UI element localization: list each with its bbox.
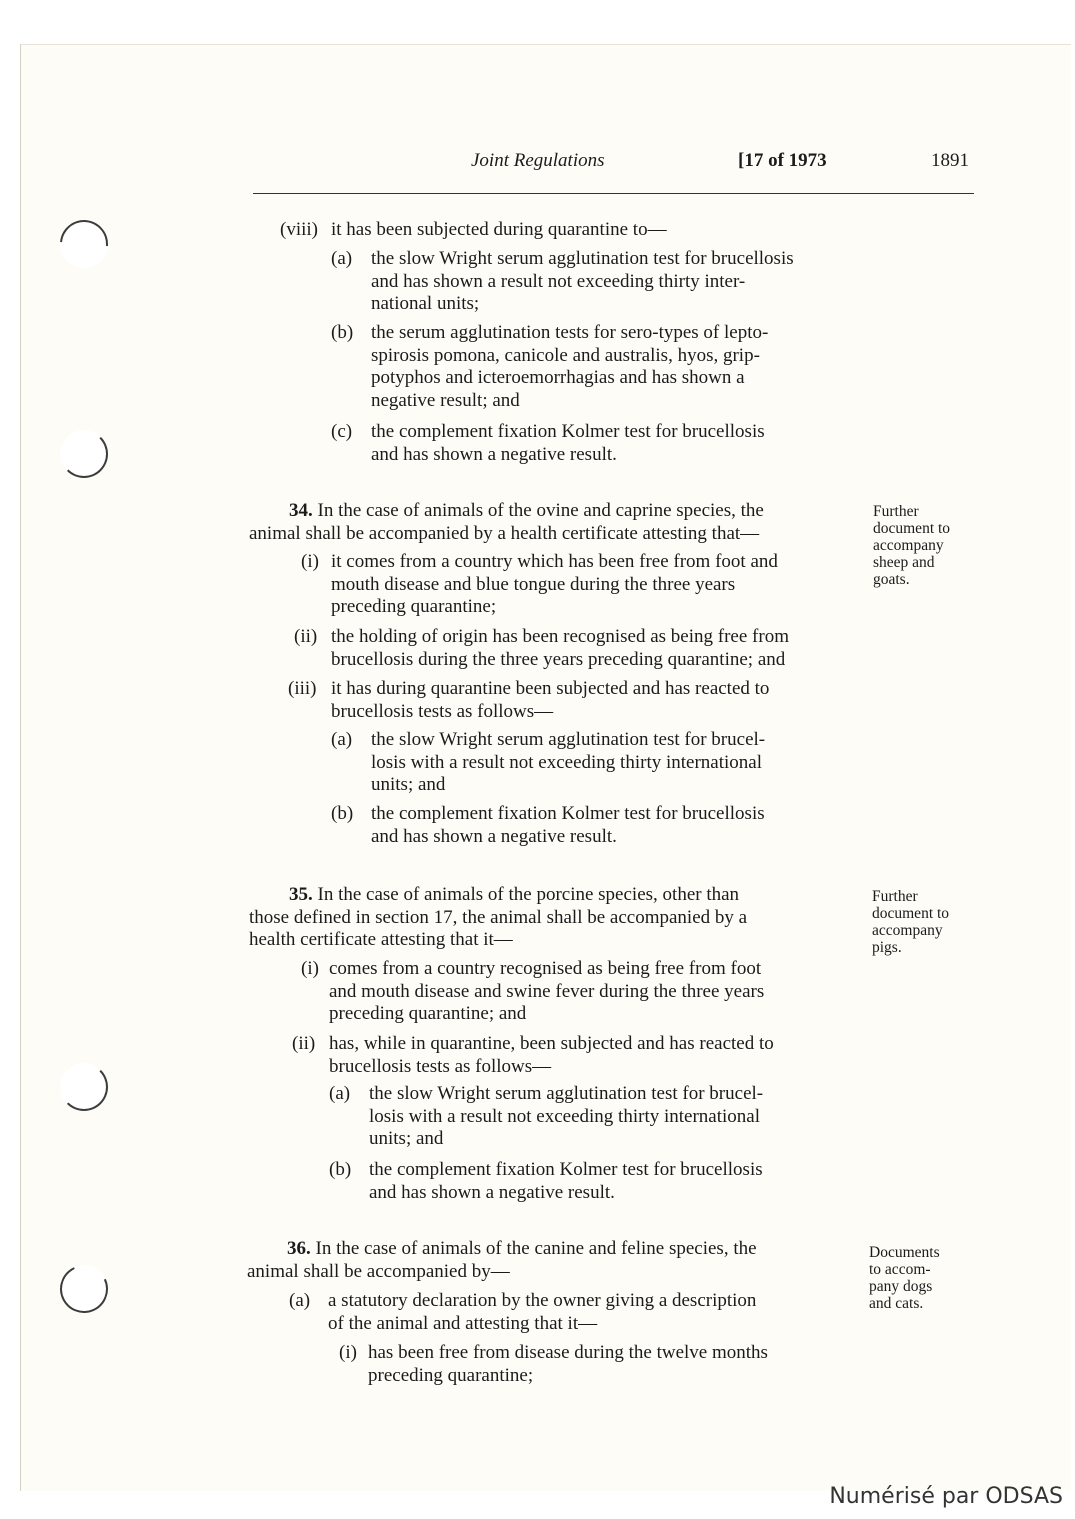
item-label: (i) — [301, 551, 319, 572]
page-number: 1891 — [931, 150, 969, 171]
section-35-intro: 35. In the case of animals of the porcine species, other than those defined in section 17, the animal shall be accompanied by a health certificate attesting that it— — [249, 884, 748, 950]
item-label: (a) — [331, 729, 353, 750]
section-number: 35. — [289, 884, 313, 905]
act-reference: [17 of 1973 — [738, 150, 827, 171]
item-label: (a) — [329, 1083, 351, 1104]
margin-note: Further document to accompany sheep and goats. — [873, 503, 951, 588]
item-label: (b) — [329, 1159, 352, 1180]
punch-hole — [60, 430, 108, 478]
item-label: (b) — [331, 803, 354, 824]
item-text: the complement fixation Kolmer test for brucellosis and has shown a negative result. — [369, 1159, 763, 1203]
section-number: 36. — [287, 1238, 311, 1259]
section-number: 34. — [289, 500, 313, 521]
item-text: the slow Wright serum agglutination test for brucel- losis with a result not exceeding thirty international units; and — [369, 1083, 764, 1149]
item-text: a statutory declaration by the owner giving a description of the animal and attesting that it— — [328, 1290, 757, 1334]
item-text: has, while in quarantine, been subjected and has reacted to brucellosis tests as follows— — [329, 1033, 774, 1077]
item-text: the slow Wright serum agglutination test for brucel- losis with a result not exceeding thirty international units; and — [371, 729, 766, 795]
item-text: the complement fixation Kolmer test for brucellosis and has shown a negative result. — [371, 421, 765, 465]
margin-note: Documents to accom- pany dogs and cats. — [869, 1244, 940, 1312]
item-label: (i) — [301, 958, 319, 979]
item-text: the holding of origin has been recognised as being free from brucellosis during the three years preceding quarantine; and — [331, 626, 789, 670]
item-label: (iii) — [288, 678, 317, 699]
item-label: (ii) — [294, 626, 318, 647]
item-text: it has been subjected during quarantine to— — [331, 219, 667, 240]
item-label: (viii) — [280, 219, 318, 240]
item-text: it comes from a country which has been free from foot and mouth disease and blue tongue during the three years preceding quarantine; — [331, 551, 778, 617]
punch-hole — [60, 1063, 108, 1111]
item-text: the slow Wright serum agglutination test for brucellosis and has shown a result not exceeding thirty inter- national units; — [371, 248, 794, 314]
item-text: comes from a country recognised as being free from foot and mouth disease and swine fever during the three years preceding quarantine; and — [329, 958, 765, 1024]
item-text: the complement fixation Kolmer test for brucellosis and has shown a negative result. — [371, 803, 765, 847]
item-label: (b) — [331, 322, 354, 343]
item-text: has been free from disease during the twelve months preceding quarantine; — [368, 1342, 768, 1386]
header-rule — [253, 193, 974, 194]
item-label: (c) — [331, 421, 353, 442]
item-label: (ii) — [292, 1033, 316, 1054]
running-title: Joint Regulations — [471, 150, 605, 171]
section-36-intro: 36. In the case of animals of the canine and feline species, the animal shall be accompanied by— — [247, 1238, 757, 1282]
section-34-intro: 34. In the case of animals of the ovine and caprine species, the animal shall be accompanied by a health certificate attesting that— — [249, 500, 764, 544]
margin-note: Further document to accompany pigs. — [872, 888, 950, 956]
item-label: (i) — [339, 1342, 357, 1363]
item-label: (a) — [331, 248, 353, 269]
item-text: the serum agglutination tests for sero-types of lepto- spirosis pomona, canicole and australis, hyos, grip- potyphos and icteroemorrhagias and has shown a negative result; and — [371, 322, 769, 411]
item-text: it has during quarantine been subjected and has reacted to brucellosis tests as follows— — [331, 678, 770, 722]
scan-watermark: Numérisé par ODSAS — [829, 1484, 1063, 1509]
item-label: (a) — [289, 1290, 311, 1311]
